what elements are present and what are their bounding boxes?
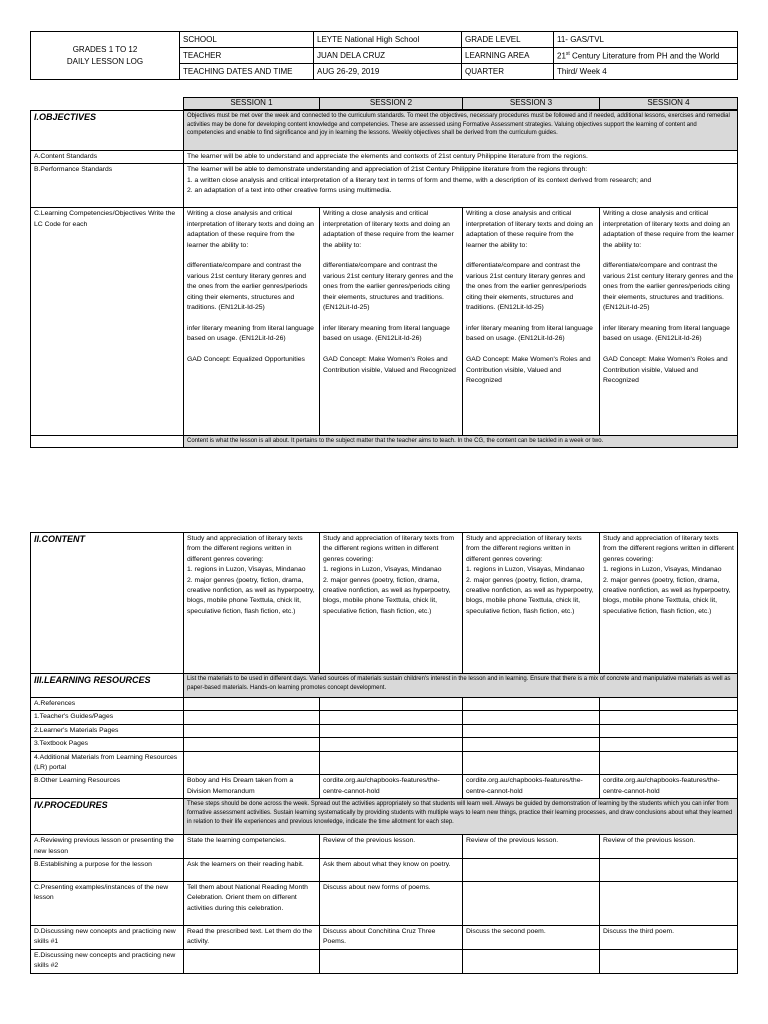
area-value-pre: 21 xyxy=(557,51,566,61)
content-heading: II.CONTENT xyxy=(31,533,184,674)
materials-cell xyxy=(463,724,600,737)
procedure-d-label: D.Discussing new concepts and practicing new skills #1 xyxy=(31,926,184,950)
references-cell xyxy=(320,698,463,711)
additional-cell xyxy=(463,751,600,775)
procedure-d-session-2: Discuss about Conchitina Cruz Three Poems. xyxy=(320,926,463,950)
content-note-spacer xyxy=(31,436,184,448)
title-line-1: GRADES 1 TO 12 xyxy=(72,44,138,54)
materials-cell xyxy=(320,724,463,737)
guides-cell xyxy=(463,711,600,724)
procedure-b-session-3 xyxy=(463,859,600,882)
competency-session-2: Writing a close analysis and critical interpretation of literary texts and doing an adaptation of these require from the learner the ability to: differentiate/compare and contrast the various 21st century literary genres and the ones from the earlier genres/periods citing their elements, structures and traditions. (EN12Lit-Id-25) infer literary meaning from literal language based on usage. (EN12Lit-Id-26) GAD Concept: Make Women's Roles and Contribution visible, Valued and Recognized xyxy=(320,208,463,436)
procedure-d-session-4: Discuss the third poem. xyxy=(600,926,738,950)
procedure-d-session-3: Discuss the second poem. xyxy=(463,926,600,950)
additional-cell xyxy=(320,751,463,775)
grade-value: 11- GAS/TVL xyxy=(554,32,738,48)
materials-cell xyxy=(184,724,320,737)
school-label: SCHOOL xyxy=(180,32,314,48)
competencies-label: C.Learning Competencies/Objectives Write the LC Code for each xyxy=(31,208,184,436)
procedure-e-session-4 xyxy=(600,949,738,973)
materials-label: 2.Learner's Materials Pages xyxy=(31,724,184,737)
procedure-b-label: B.Establishing a purpose for the lesson xyxy=(31,859,184,882)
teacher-value: JUAN DELA CRUZ xyxy=(314,48,462,64)
performance-standards: The learner will be able to demonstrate understanding and appreciation of 21st Century Philippine literature from the regions through: 1. a written close analysis and critical interpretation of a literary text in terms of form and theme, with a description of its context derived from research; and 2. an adaptation of a text into other creative forms using multimedia. xyxy=(184,164,738,208)
references-label: A.References xyxy=(31,698,184,711)
procedure-b-session-2: Ask them about what they know on poetry. xyxy=(320,859,463,882)
procedure-c-label: C.Presenting examples/instances of the new lesson xyxy=(31,882,184,926)
procedure-d-session-1: Read the prescribed text. Let them do the activity. xyxy=(184,926,320,950)
textbook-label: 3.Textbook Pages xyxy=(31,738,184,751)
procedure-b-session-4 xyxy=(600,859,738,882)
procedure-e-session-2 xyxy=(320,949,463,973)
guides-cell xyxy=(320,711,463,724)
procedure-a-label: A.Reviewing previous lesson or presenting the new lesson xyxy=(31,835,184,859)
teacher-label: TEACHER xyxy=(180,48,314,64)
content-note: Content is what the lesson is all about. It pertains to the subject matter that the teacher aims to teach. In the CG, the content can be tackled in a week or two. xyxy=(184,436,738,448)
procedures-note: These steps should be done across the week. Spread out the activities appropriately so that students will learn well. Always be guided by demonstration of learning by the students which you can infer from formative assessment activities. Sustain learning systematically by providing students with multiple ways to learn new things, practice their learning processes, and draw conclusions about what they learned in relation to their life experiences and previous knowledge, indicate the time allotment for each step. xyxy=(184,799,738,835)
procedure-a-session-2: Review of the previous lesson. xyxy=(320,835,463,859)
references-cell xyxy=(463,698,600,711)
session-header-row xyxy=(183,97,738,110)
document-title xyxy=(31,32,180,80)
session-3-header: SESSION 3 xyxy=(463,98,600,110)
references-cell xyxy=(184,698,320,711)
title-line-2: DAILY LESSON LOG xyxy=(66,56,144,66)
session-1-header: SESSION 1 xyxy=(184,98,320,110)
textbook-cell xyxy=(463,738,600,751)
procedure-a-session-4: Review of the previous lesson. xyxy=(600,835,738,859)
other-resource-session-3: cordite.org.au/chapbooks-features/the-centre-cannot-hold xyxy=(463,775,600,799)
guides-label: 1.Teacher's Guides/Pages xyxy=(31,711,184,724)
quarter-value: Third/ Week 4 xyxy=(554,64,738,80)
other-resource-session-4: cordite.org.au/chapbooks-features/the-centre-cannot-hold xyxy=(600,775,738,799)
session-4-header: SESSION 4 xyxy=(600,98,738,110)
content-session-1: Study and appreciation of literary texts from the different regions written in different genres covering: 1. regions in Luzon, Visayas, Mindanao 2. major genres (poetry, fiction, drama, creative nonfiction, as well as hyperpoetry, blogs, mobile phone Texttula, chick lit, speculative fiction, flash fiction, etc.) xyxy=(184,533,320,674)
dates-value: AUG 26-29, 2019 xyxy=(314,64,462,80)
objectives-heading: I.OBJECTIVES xyxy=(31,111,184,151)
resources-note: List the materials to be used in different days. Varied sources of materials sustain children's interest in the lesson and in learning. Ensure that there is a mix of concrete and manipulative materials as well as paper-based materials. Hands-on learning promotes concept development. xyxy=(184,674,738,698)
grade-label: GRADE LEVEL xyxy=(462,32,554,48)
quarter-label: QUARTER xyxy=(462,64,554,80)
textbook-cell xyxy=(600,738,738,751)
textbook-cell xyxy=(184,738,320,751)
header-table xyxy=(30,31,738,80)
dates-label: TEACHING DATES AND TIME xyxy=(180,64,314,80)
procedure-a-session-3: Review of the previous lesson. xyxy=(463,835,600,859)
procedure-b-session-1: Ask the learners on their reading habit. xyxy=(184,859,320,882)
area-value-sup: st xyxy=(565,50,570,57)
procedure-c-session-3 xyxy=(463,882,600,926)
guides-cell xyxy=(600,711,738,724)
competency-session-3: Writing a close analysis and critical interpretation of literary texts and doing an adaptation of these require from the learner the ability to: differentiate/compare and contrast the various 21st century literary genres and the ones from the earlier genres/periods citing their elements, structures and traditions. (EN12Lit-Id-25) infer literary meaning from literal language based on usage. (EN12Lit-Id-26) GAD Concept: Make Women's Roles and Contribution visible, Valued and Recognized xyxy=(463,208,600,436)
content-session-4: Study and appreciation of literary texts from the different regions written in different genres covering: 1. regions in Luzon, Visayas, Mindanao 2. major genres (poetry, fiction, drama, creative nonfiction, as well as hyperpoetry, blogs, mobile phone Texttula, chick lit, speculative fiction, flash fiction, etc.) xyxy=(600,533,738,674)
additional-materials-label: 4.Additional Materials from Learning Resources (LR) portal xyxy=(31,751,184,775)
performance-standards-label: B.Performance Standards xyxy=(31,164,184,208)
objectives-note: Objectives must be met over the week and connected to the curriculum standards. To meet the objectives, necessary procedures must be followed and if needed, additional lessons, exercises and remedial activities may be done for developing content knowledge and competencies. These are assessed using Formative Assessment strategies. Valuing objectives support the learning of content and competencies and enable to find significance and joy in learning the lessons. Weekly objectives shall be derived from the curriculum guides. xyxy=(184,111,738,151)
materials-cell xyxy=(600,724,738,737)
guides-cell xyxy=(184,711,320,724)
resources-heading: III.LEARNING RESOURCES xyxy=(31,674,184,698)
competency-session-1: Writing a close analysis and critical interpretation of literary texts and doing an adaptation of these require from the learner the ability to: differentiate/compare and contrast the various 21st century literary genres and the ones from the earlier genres/periods citing their elements, structures and traditions. (EN12Lit-Id-25) infer literary meaning from literal language based on usage. (EN12Lit-Id-26) GAD Concept: Equalized Opportunities xyxy=(184,208,320,436)
other-resources-label: B.Other Learning Resources xyxy=(31,775,184,799)
procedure-e-session-1 xyxy=(184,949,320,973)
procedure-e-session-3 xyxy=(463,949,600,973)
other-resource-session-2: cordite.org.au/chapbooks-features/the-centre-cannot-hold xyxy=(320,775,463,799)
content-session-2: Study and appreciation of literary texts from the different regions written in different genres covering: 1. regions in Luzon, Visayas, Mindanao 2. major genres (poetry, fiction, drama, creative nonfiction, as well as hyperpoetry, blogs, mobile phone Texttula, chick lit, speculative fiction, flash fiction, etc.) xyxy=(320,533,463,674)
content-session-3: Study and appreciation of literary texts from the different regions written in different genres covering: 1. regions in Luzon, Visayas, Mindanao 2. major genres (poetry, fiction, drama, creative nonfiction, as well as hyperpoetry, blogs, mobile phone Texttula, chick lit, speculative fiction, flash fiction, etc.) xyxy=(463,533,600,674)
textbook-cell xyxy=(320,738,463,751)
procedure-c-session-4 xyxy=(600,882,738,926)
other-resource-session-1: Boboy and His Dream taken from a Division Memorandum xyxy=(184,775,320,799)
procedure-c-session-2: Discuss about new forms of poems. xyxy=(320,882,463,926)
procedure-e-label: E.Discussing new concepts and practicing new skills #2 xyxy=(31,949,184,973)
school-value: LEYTE National High School xyxy=(314,32,462,48)
competency-session-4: Writing a close analysis and critical interpretation of literary texts and doing an adaptation of these require from the learner the ability to: differentiate/compare and contrast the various 21st century literary genres and the ones from the earlier genres/periods citing their elements, structures and traditions. (EN12Lit-Id-25) infer literary meaning from literal language based on usage. (EN12Lit-Id-26) GAD Concept: Make Women's Roles and Contribution visible, Valued and Recognized xyxy=(600,208,738,436)
additional-cell xyxy=(600,751,738,775)
procedure-c-session-1: Tell them about National Reading Month Celebration. Orient them on different activities during this celebration. xyxy=(184,882,320,926)
procedure-a-session-1: State the learning competencies. xyxy=(184,835,320,859)
area-label: LEARNING AREA xyxy=(462,48,554,64)
content-standards-label: A.Content Standards xyxy=(31,151,184,164)
area-value-post: Century Literature from PH and the World xyxy=(569,51,720,61)
area-value xyxy=(554,48,738,64)
objectives-table xyxy=(30,110,738,448)
references-cell xyxy=(600,698,738,711)
content-standards: The learner will be able to understand and appreciate the elements and contexts of 21st century Philippine literature from the regions. xyxy=(184,151,738,164)
procedures-heading: IV.PROCEDURES xyxy=(31,799,184,835)
additional-cell xyxy=(184,751,320,775)
lesson-table xyxy=(30,532,738,974)
session-2-header: SESSION 2 xyxy=(320,98,463,110)
